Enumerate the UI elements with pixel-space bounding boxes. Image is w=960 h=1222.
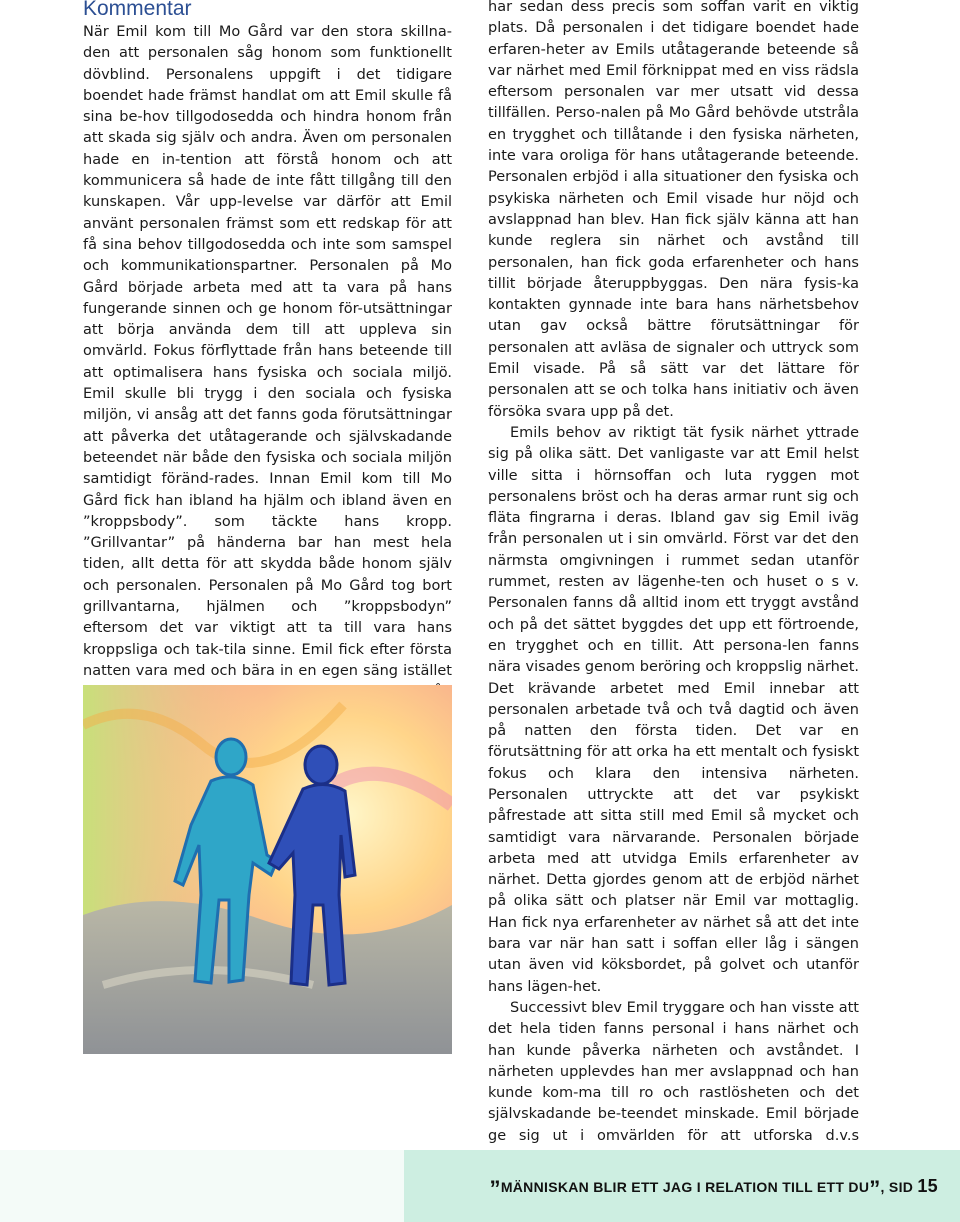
- footer-title: MÄNNISKAN BLIR ETT JAG I RELATION TILL ETT DU: [500, 1179, 870, 1195]
- quote-close: ”: [869, 1176, 881, 1201]
- page-number: 15: [917, 1176, 938, 1196]
- paragraph: När Emil kom till Mo Gård var den stora skillna-den att personalen såg honom som funktionellt dövblind. Personalens uppgift i det tidigare boendet hade främst handlat om att Emil skulle få sina be-hov tillgodosedda och hindra honom från att skada sig själv och andra. Även om personalen hade en in-tention att förstå honom och att kommunicera så hade de inte fått tillgång till den kunskapen. Vår upp-levelse var därför att Emil använt personalen främst som ett redskap för att få sina behov tillgodosedda och inte som samspel och kommunikationspartner. Personalen på Mo Gård började arbeta med att ta vara på hans fungerande sinnen och ge honom för-utsättningar att börja använda dem till att uppleva sin omvärld. Fokus förflyttade från hans beteende till att optimalisera hans fysiska och sociala miljö. Emil skulle bli trygg i den sociala och fysiska miljön, vi ansåg att det fanns goda förutsättningar att påverka det utåtagerande och självskadande beteendet när både den fysiska och sociala miljön samtidigt föränd-rades. Innan Emil kom till Mo Gård fick han ibland ha hjälm och ibland även en ”kroppsbody”. som täckte hans kropp. ”Grillvantar” på händerna bar han mest hela tiden, allt detta för att skydda både honom själv och personalen. Personalen på Mo Gård tog bort grillvantarna, hjälmen och ”kroppsbodyn” eftersom det var viktigt att ta till vara hans kroppsliga och tak-tila sinne. Emil fick efter första natten vara med och bära in en egen säng istället: [83, 24, 452, 679]
- running-footer: [490, 1176, 939, 1202]
- two-figures-painting: [83, 685, 452, 1054]
- quote-open: ”: [489, 1176, 501, 1201]
- paragraph: har sedan dess precis som soffan varit en viktig plats. Då personalen i det tidigare boendet hade erfaren-heter av Emils utåtagerande beteende så var närhet med Emil förknippat med en viss rädsla eftersom personalen var mer utsatt vid dessa tillfällen. Perso-nalen på Mo Gård behövde utstråla en trygghet och tillåtande i den fysiska närheten, inte vara oroliga för hans utåtagerande beteende. Personalen erbjöd i alla situationer den fysiska och psykiska närheten och Emil visade hur nöjd och avslappnad han blev. Han fick själv känna att han kunde reglera sin närhet och avstånd till personalen, han fick goda erfarenheter och hans tillit började återuppbyggas. Den nära fysis-ka kontakten gynnade inte bara hans närhetsbehov utan gav också bättre förutsättningar för personalen att avläsa de signaler och uttryck som Emil visade. På så sätt var det lättare för personalen att se och tolka hans initiativ och även försöka svara upp på det.: [488, 0, 859, 420]
- right-column: [488, 0, 859, 1168]
- footer-left-band: [0, 1150, 404, 1222]
- section-heading: Kommentar: [83, 0, 192, 20]
- left-column: [83, 22, 452, 725]
- painting-illustration: [83, 685, 452, 1054]
- footer-sid-label: , SID: [880, 1179, 914, 1195]
- paragraph: Successivt blev Emil tryggare och han visste att det hela tiden fanns personal i hans närhet och han kunde påverka närheten och avståndet. I närheten upplevdes han mer avslappnad och han kunde kom-ma till ro och rastlösheten och det självskadande be-teendet minskade. Emil började ge sig ut i omvärlden för att utforska d.v.s: [488, 999, 859, 1144]
- paragraph: Emils behov av riktigt tät fysik närhet yttrade sig på olika sätt. Det vanligaste var att Emil helst ville sitta i hörnsoffan och luta ryggen mot personalens bröst och ha deras armar runt sig och fläta fingrarna i deras. Ibland gav sig Emil iväg från personalen ut i sin omvärld. Först var det den närmsta omgivningen i rummet sedan utanför rummet, resten av lägenhe-ten och huset o s v. Personalen fanns då alltid inom ett tryggt avstånd och på det sättet byggdes det upp ett förtroende, en trygghet och en tillit. Att persona-len fanns nära visades genom beröring och kroppslig närhet. Det krävande arbetet med Emil innebar att personalen arbetade två och två dagtid och även på natten den första tiden. Det var en förutsättning för att orka ha ett mentalt och fysiskt fokus och klara den intensiva närheten. Personalen uttryckte att det var psykiskt påfrestade att sitta still med Emil så mycket och samtidigt vara närvarande. Personalen började arbeta med att utvidga Emils erfarenheter av närhet. Detta gjordes genom att de erbjöd närhet på olika sätt och platser när Emil var mottaglig. Han fick nya erfarenheter av närhet så att det inte bara var när han satt i soffan eller låg i sängen utan även vid köksbordet, på golvet och utanför hans lägen-het.: [488, 424, 859, 995]
